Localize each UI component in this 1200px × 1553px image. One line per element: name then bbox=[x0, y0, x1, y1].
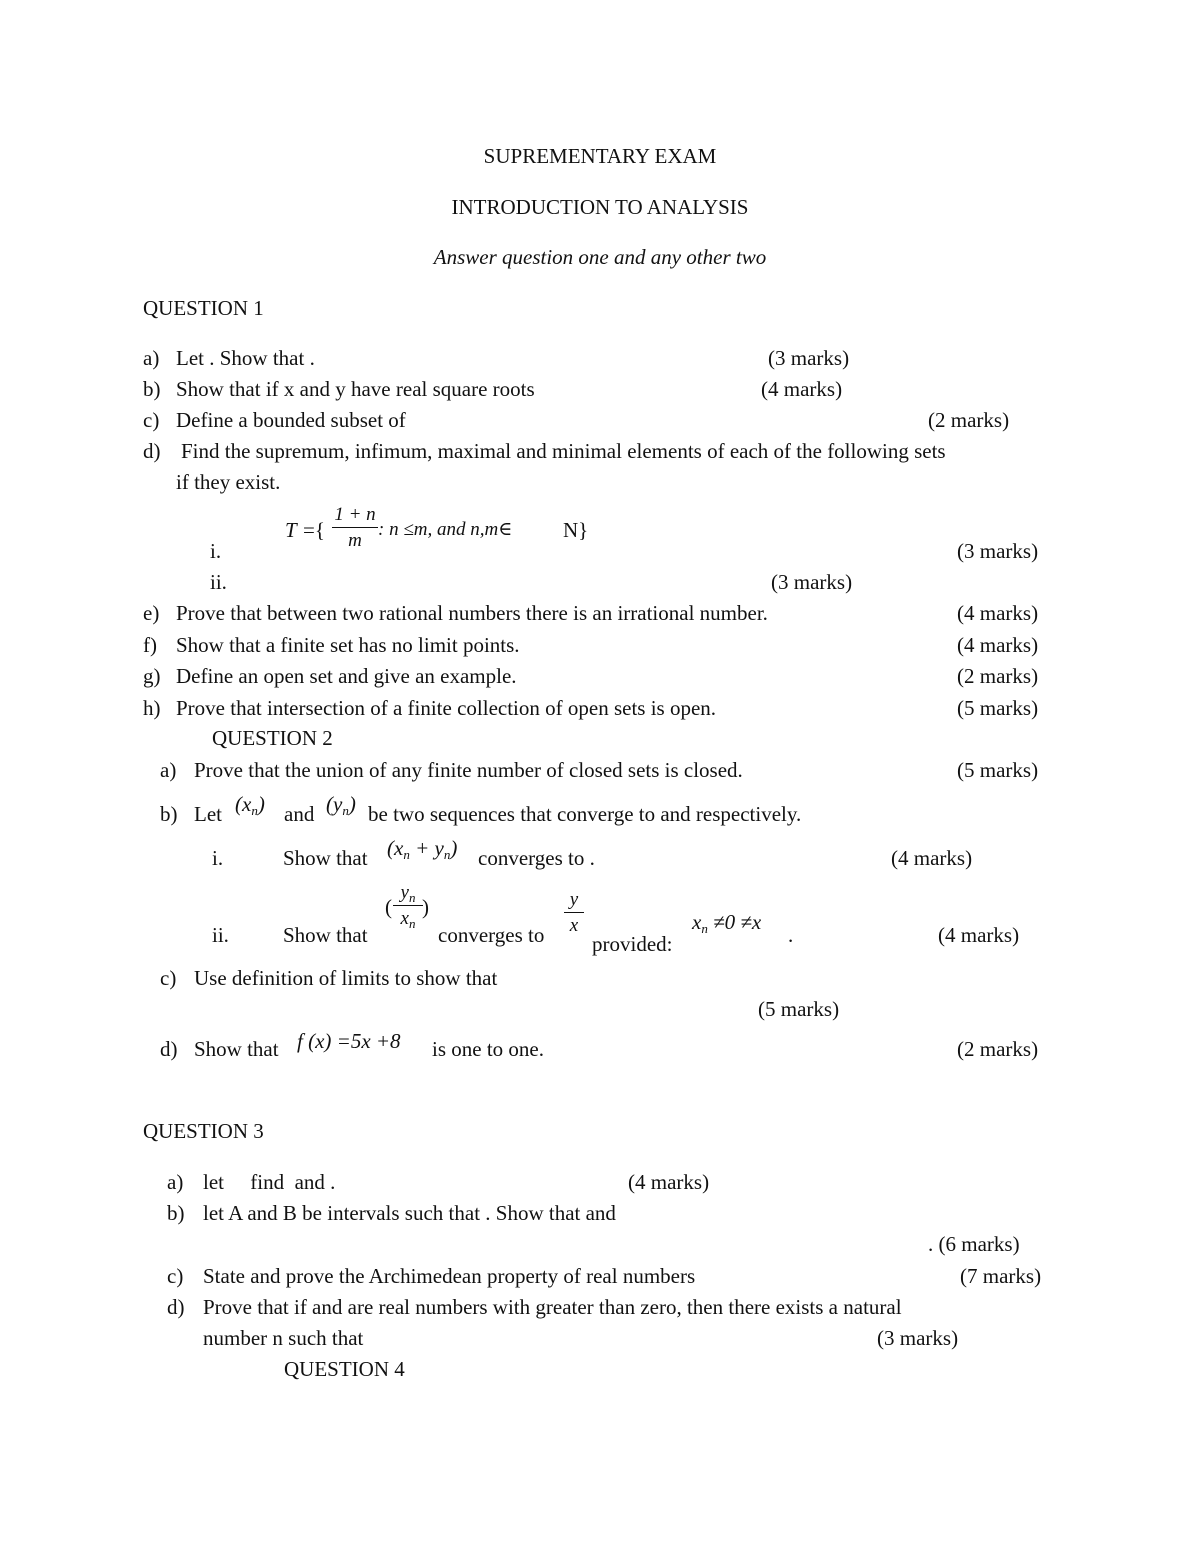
set-close: N} bbox=[563, 518, 589, 542]
item-roman: i. bbox=[212, 846, 224, 870]
sum-expression: (xn + yn) bbox=[387, 836, 458, 862]
question-2-heading: QUESTION 2 bbox=[212, 726, 333, 750]
item-marks: (4 marks) bbox=[628, 1170, 710, 1194]
item-marks: (3 marks) bbox=[957, 539, 1039, 563]
item-text: State and prove the Archimedean property of real numbers bbox=[203, 1264, 696, 1288]
item-marks: (2 marks) bbox=[957, 1037, 1039, 1061]
item-text: Use definition of limits to show that bbox=[194, 966, 498, 990]
item-text: Prove that if and are real numbers with greater than zero, then there exists a natural bbox=[203, 1295, 902, 1319]
item-letter: a) bbox=[143, 346, 160, 370]
item-text: let A and B be intervals such that . Show that and bbox=[203, 1201, 616, 1225]
item-letter: d) bbox=[143, 439, 161, 463]
item-letter: a) bbox=[167, 1170, 184, 1194]
item-text: Prove that intersection of a finite collection of open sets is open. bbox=[176, 696, 717, 720]
item-letter: a) bbox=[160, 758, 177, 782]
item-letter: b) bbox=[167, 1201, 185, 1225]
item-letter: c) bbox=[160, 966, 177, 990]
item-text: Find the supremum, infimum, maximal and minimal elements of each of the following sets bbox=[181, 439, 946, 463]
item-marks: (3 marks) bbox=[768, 346, 850, 370]
item-text-show: Show that bbox=[283, 846, 368, 870]
function-expression: f (x) =5x +8 bbox=[297, 1029, 401, 1053]
item-marks: (2 marks) bbox=[928, 408, 1010, 432]
item-text: Prove that between two rational numbers there is an irrational number. bbox=[176, 601, 768, 625]
item-letter: h) bbox=[143, 696, 161, 720]
item-letter: g) bbox=[143, 664, 161, 688]
item-marks: (2 marks) bbox=[957, 664, 1039, 688]
item-marks: (5 marks) bbox=[758, 997, 840, 1021]
item-text-and: and bbox=[284, 802, 315, 826]
item-roman: ii. bbox=[212, 923, 229, 947]
item-marks: (5 marks) bbox=[957, 758, 1039, 782]
fraction-numerator: 1 + n bbox=[334, 504, 376, 525]
item-roman: i. bbox=[210, 539, 222, 563]
item-marks: (3 marks) bbox=[877, 1326, 959, 1350]
item-text-provided: provided: bbox=[592, 932, 673, 956]
item-text-continued: number n such that bbox=[203, 1326, 364, 1350]
set-condition: : n ≤m, and n,m∈ bbox=[378, 519, 513, 540]
course-title: INTRODUCTION TO ANALYSIS bbox=[451, 195, 749, 219]
item-roman: ii. bbox=[210, 570, 227, 594]
item-letter: d) bbox=[167, 1295, 185, 1319]
item-text: is one to one. bbox=[432, 1037, 544, 1061]
item-text-show: Show that bbox=[283, 923, 368, 947]
question-4-heading: QUESTION 4 bbox=[284, 1357, 405, 1381]
question-1-heading: QUESTION 1 bbox=[143, 296, 264, 320]
paren-close: ) bbox=[422, 895, 429, 919]
exam-title: SUPREMENTARY EXAM bbox=[483, 144, 717, 168]
item-letter: c) bbox=[167, 1264, 184, 1288]
item-text: Let . Show that . bbox=[176, 346, 315, 370]
period: . bbox=[788, 923, 794, 947]
item-marks: (4 marks) bbox=[957, 633, 1039, 657]
item-letter: e) bbox=[143, 601, 160, 625]
item-letter: d) bbox=[160, 1037, 178, 1061]
item-marks: (4 marks) bbox=[938, 923, 1020, 947]
fraction bbox=[332, 505, 378, 550]
paren-open: ( bbox=[385, 895, 392, 919]
item-text: let find and . bbox=[203, 1170, 336, 1194]
item-text: Show that a finite set has no limit points. bbox=[176, 633, 520, 657]
item-letter: c) bbox=[143, 408, 160, 432]
condition: xn ≠0 ≠x bbox=[692, 910, 762, 936]
question-3-heading: QUESTION 3 bbox=[143, 1119, 264, 1143]
item-marks: (4 marks) bbox=[761, 377, 843, 401]
instructions: Answer question one and any other two bbox=[433, 245, 767, 269]
item-text-let: Let bbox=[194, 802, 222, 826]
item-letter: b) bbox=[160, 802, 178, 826]
item-letter: f) bbox=[143, 633, 157, 657]
item-text: Prove that the union of any finite number of closed sets is closed. bbox=[194, 758, 743, 782]
item-marks: . (6 marks) bbox=[928, 1232, 1020, 1256]
item-text: Define a bounded subset of bbox=[176, 408, 406, 432]
set-open: ={ bbox=[303, 518, 325, 542]
item-text-continued: if they exist. bbox=[176, 470, 281, 494]
item-marks: (3 marks) bbox=[771, 570, 853, 594]
fraction-denominator: m bbox=[348, 530, 362, 551]
sequence-y: (yn) bbox=[326, 792, 356, 818]
item-text-show: Show that bbox=[194, 1037, 279, 1061]
sequence-x: (xn) bbox=[235, 792, 265, 818]
limit-fraction: y x bbox=[564, 890, 584, 935]
item-text: be two sequences that converge to and respectively. bbox=[368, 802, 802, 826]
item-marks: (7 marks) bbox=[960, 1264, 1042, 1288]
set-name: T bbox=[285, 518, 297, 542]
item-letter: b) bbox=[143, 377, 161, 401]
item-marks: (4 marks) bbox=[891, 846, 973, 870]
item-text: converges to bbox=[438, 923, 545, 947]
fraction-bar bbox=[393, 905, 423, 906]
item-text: Show that if x and y have real square roots bbox=[176, 377, 535, 401]
item-text: converges to . bbox=[478, 846, 595, 870]
item-text: Define an open set and give an example. bbox=[176, 664, 517, 688]
ratio-fraction: $y_n$ $x_n$ bbox=[393, 883, 423, 928]
item-marks: (5 marks) bbox=[957, 696, 1039, 720]
fraction-bar bbox=[564, 912, 584, 913]
fraction-bar bbox=[332, 527, 378, 528]
item-marks: (4 marks) bbox=[957, 601, 1039, 625]
